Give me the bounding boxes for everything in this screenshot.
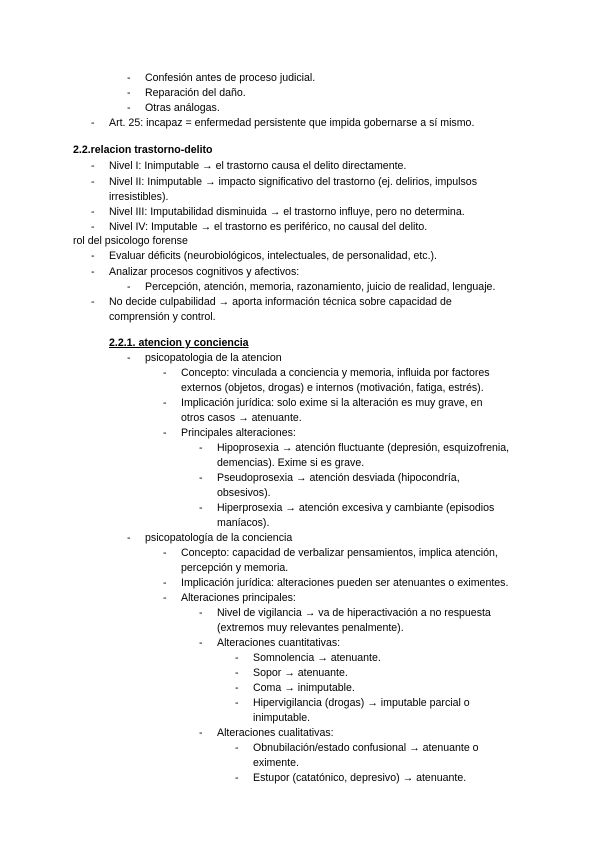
list-item-continuation: percepción y memoria. [181,562,289,574]
list-item: Hipervigilancia (drogas) → imputable parcial o [253,697,470,709]
bullet-dash: - [127,532,131,544]
list-item: Estupor (catatónico, depresivo) → atenuante. [253,772,467,784]
bullet-dash: - [199,472,203,484]
list-item: Nivel IV: Imputable → el trastorno es periférico, no causal del delito. [109,221,428,233]
list-item: Percepción, atención, memoria, razonamiento, juicio de realidad, lenguaje. [145,281,496,293]
list-item-continuation: otros casos → atenuante. [181,412,302,424]
bullet-dash: - [199,727,203,739]
list-item-continuation: obsesivos). [217,487,271,499]
list-item: Nivel de vigilancia → va de hiperactivación a no respuesta [217,607,491,619]
subheading: rol del psicologo forense [73,235,188,247]
bullet-dash: - [235,682,239,694]
bullet-dash: - [199,607,203,619]
list-item: Obnubilación/estado confusional → atenuante o [253,742,479,754]
bullet-dash: - [91,221,95,233]
bullet-dash: - [199,502,203,514]
bullet-dash: - [163,427,167,439]
bullet-dash: - [127,72,131,84]
section-heading: 2.2.1. atencion y conciencia [109,337,249,349]
bullet-dash: - [163,547,167,559]
bullet-dash: - [235,772,239,784]
bullet-dash: - [91,176,95,188]
bullet-dash: - [127,87,131,99]
bullet-dash: - [127,281,131,293]
list-item: Alteraciones cualitativas: [217,727,334,739]
list-item: Alteraciones principales: [181,592,296,604]
list-item: Analizar procesos cognitivos y afectivos: [109,266,300,278]
list-item: Coma → inimputable. [253,682,355,694]
list-item-continuation: maníacos). [217,517,270,529]
bullet-dash: - [91,296,95,308]
list-item: Somnolencia → atenuante. [253,652,381,664]
bullet-dash: - [163,592,167,604]
bullet-dash: - [235,667,239,679]
list-item-continuation: demencias). Exime si es grave. [217,457,365,469]
list-item: Pseudoprosexia → atención desviada (hipocondría, [217,472,460,484]
list-item: No decide culpabilidad → aporta información técnica sobre capacidad de [109,296,452,308]
list-item: Confesión antes de proceso judicial. [145,72,316,84]
list-item: Art. 25: incapaz = enfermedad persistente que impida gobernarse a sí mismo. [109,117,475,129]
list-item: Principales alteraciones: [181,427,296,439]
list-item: Sopor → atenuante. [253,667,348,679]
list-item: Implicación jurídica: solo exime si la alteración es muy grave, en [181,397,483,409]
list-item: Alteraciones cuantitativas: [217,637,341,649]
bullet-dash: - [163,577,167,589]
list-item: psicopatología de la conciencia [145,532,293,544]
list-item: Implicación jurídica: alteraciones pueden ser atenuantes o eximentes. [181,577,509,589]
list-item-continuation: irresistibles). [109,191,169,203]
list-item: Concepto: vinculada a conciencia y memoria, influida por factores [181,367,490,379]
list-item: psicopatologia de la atencion [145,352,282,364]
bullet-dash: - [127,102,131,114]
list-item-continuation: inimputable. [253,712,311,724]
bullet-dash: - [91,266,95,278]
section-heading: 2.2.relacion trastorno-delito [73,144,213,156]
list-item-continuation: eximente. [253,757,299,769]
list-item: Nivel II: Inimputable → impacto significativo del trastorno (ej. delirios, impulsos [109,176,477,188]
list-item: Nivel III: Imputabilidad disminuida → el trastorno influye, pero no determina. [109,206,465,218]
list-item: Evaluar déficits (neurobiológicos, intelectuales, de personalidad, etc.). [109,250,438,262]
bullet-dash: - [91,206,95,218]
bullet-dash: - [91,117,95,129]
bullet-dash: - [235,697,239,709]
bullet-dash: - [199,442,203,454]
list-item-continuation: externos (objetos, drogas) e internos (motivación, fatiga, estrés). [181,382,484,394]
bullet-dash: - [127,352,131,364]
list-item: Hipoprosexia → atención fluctuante (depresión, esquizofrenia, [217,442,510,454]
bullet-dash: - [91,160,95,172]
list-item: Nivel I: Inimputable → el trastorno causa el delito directamente. [109,160,407,172]
bullet-dash: - [163,397,167,409]
list-item: Otras análogas. [145,102,220,114]
bullet-dash: - [91,250,95,262]
bullet-dash: - [235,742,239,754]
list-item: Reparación del daño. [145,87,246,99]
list-item: Concepto: capacidad de verbalizar pensamientos, implica atención, [181,547,498,559]
bullet-dash: - [163,367,167,379]
bullet-dash: - [235,652,239,664]
bullet-dash: - [199,637,203,649]
list-item-continuation: (extremos muy relevantes penalmente). [217,622,404,634]
list-item: Hiperprosexia → atención excesiva y cambiante (episodios [217,502,495,514]
list-item-continuation: comprensión y control. [109,311,216,323]
